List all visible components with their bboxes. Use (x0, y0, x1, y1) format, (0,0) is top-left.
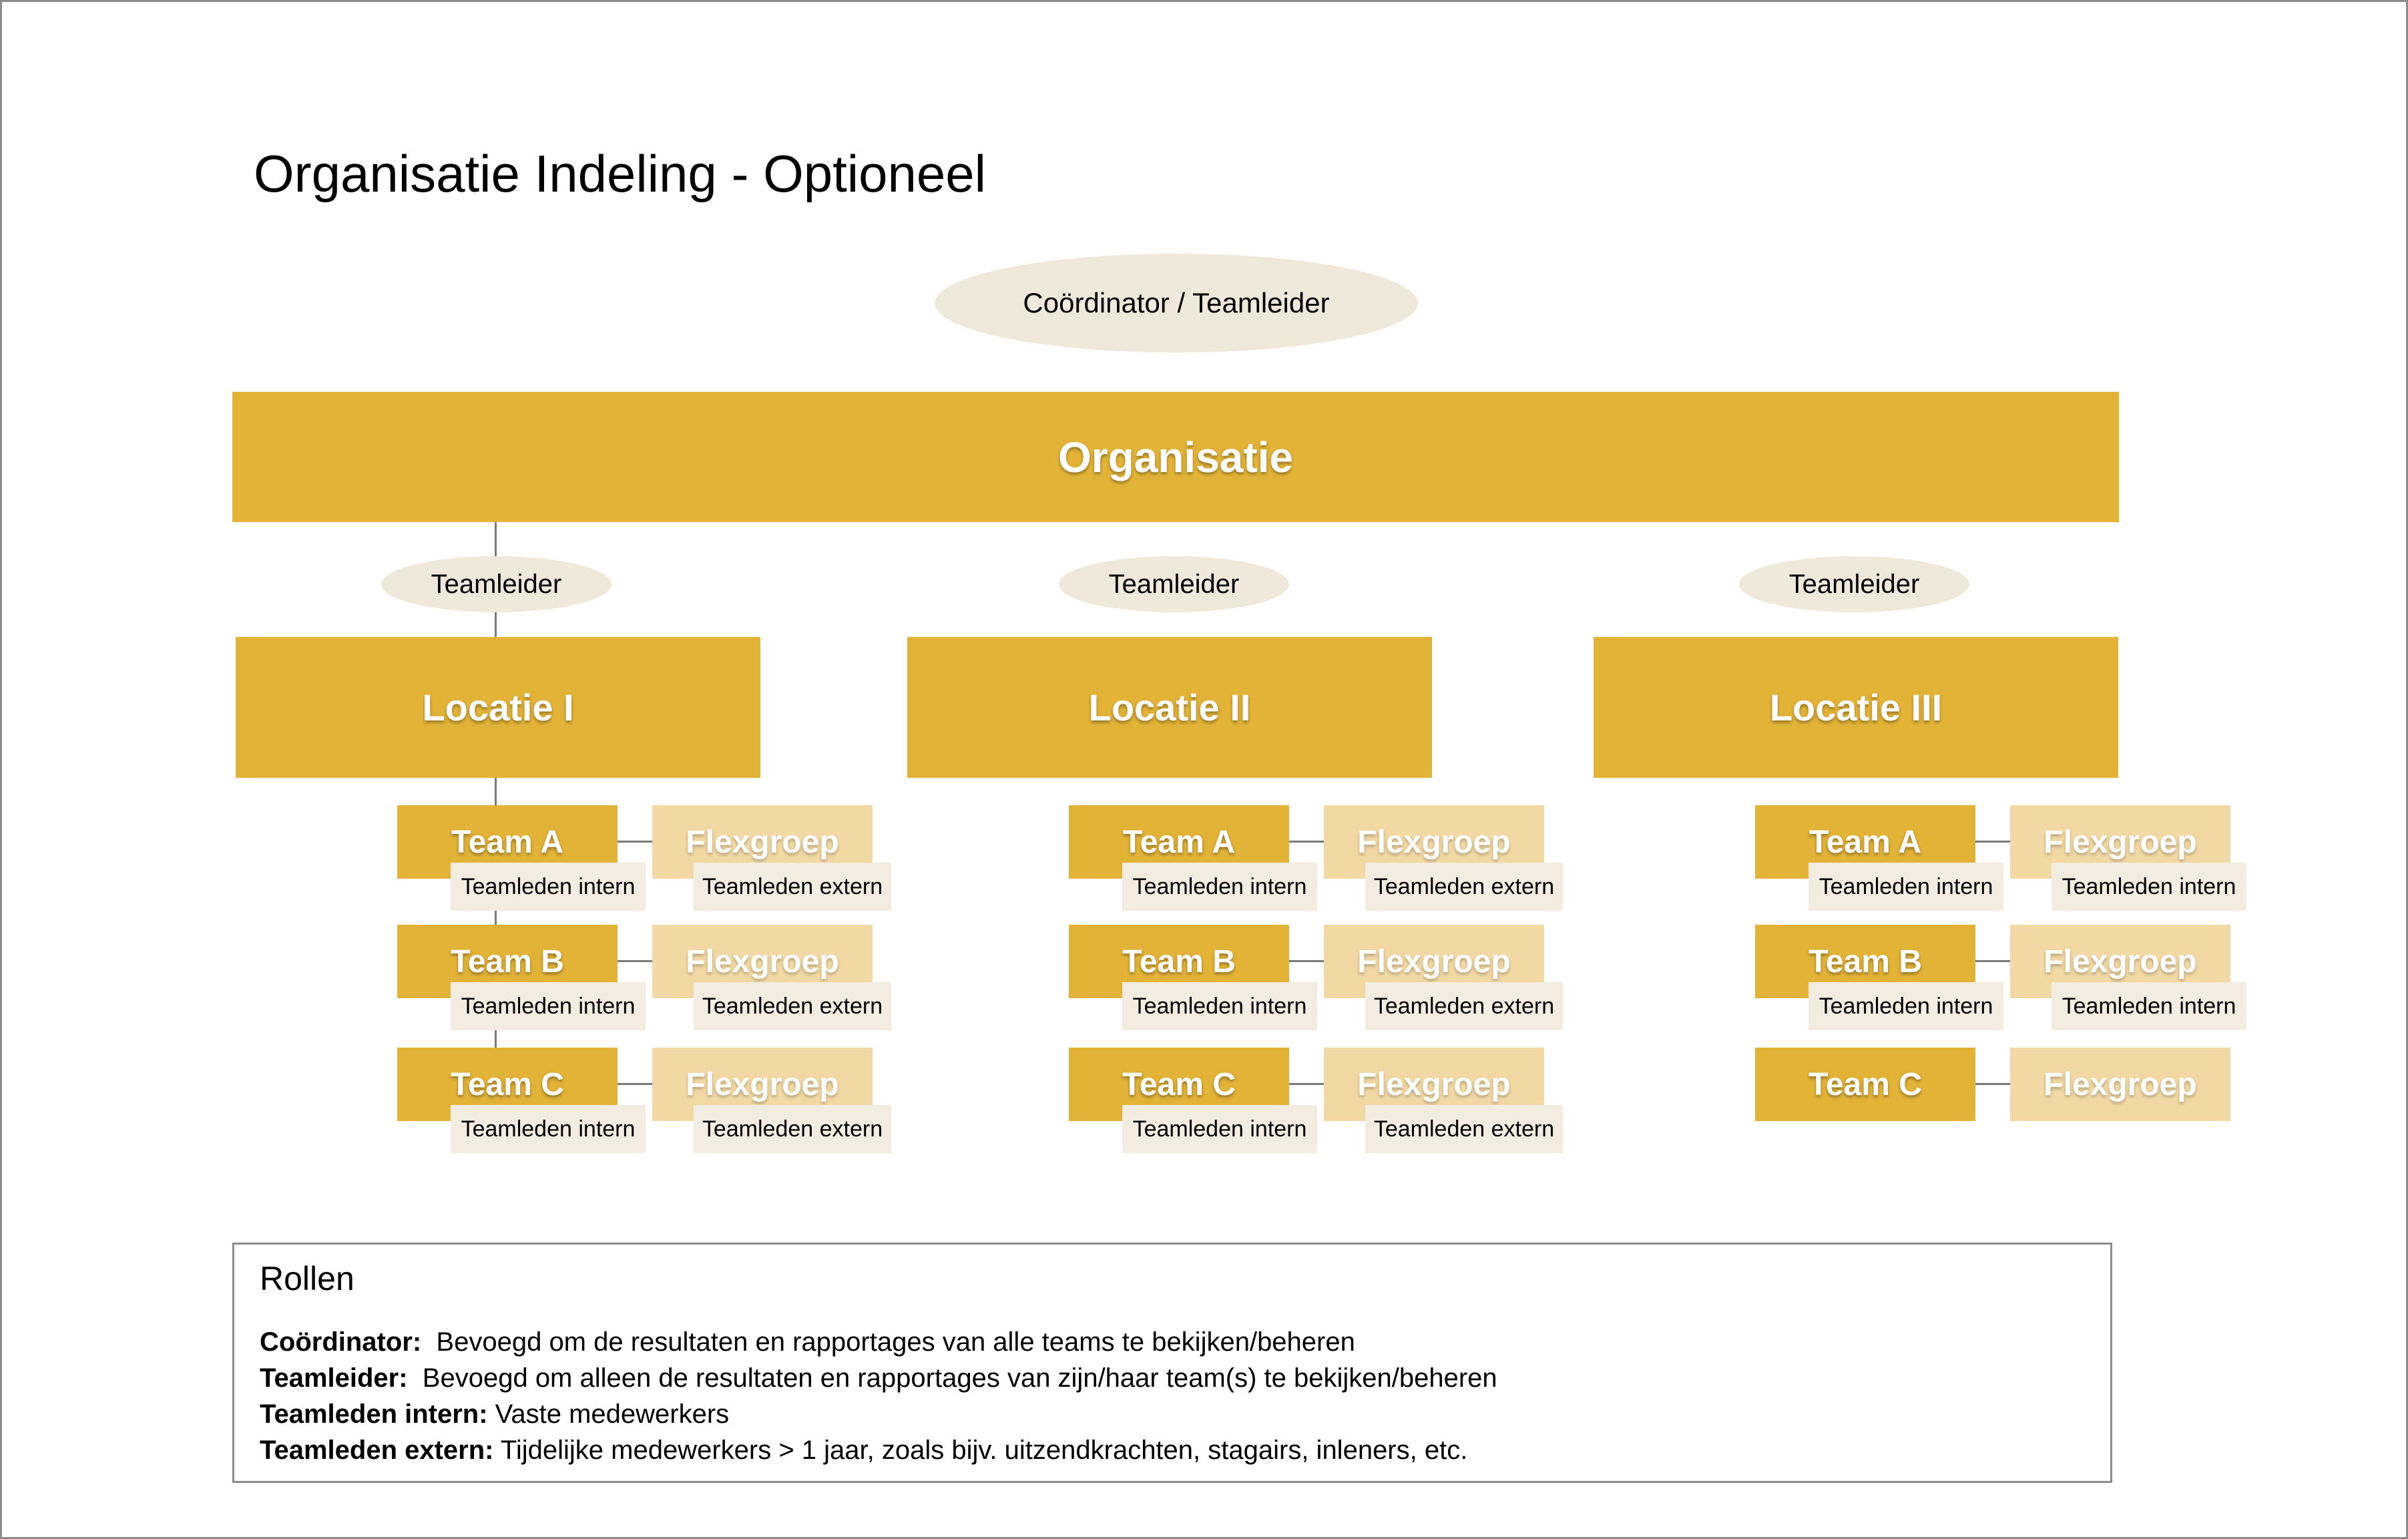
teamleider-ellipse-2 (1059, 556, 1289, 612)
connector-line (1289, 960, 1324, 962)
teamleider-label: Teamleider (431, 569, 562, 599)
team-label: Team A (1122, 824, 1236, 860)
legend-desc: Vaste medewerkers (487, 1399, 730, 1429)
connector-line (1289, 841, 1324, 843)
loc1-team-a-extern-tag (694, 863, 891, 911)
flexgroep-label: Flexgroep (686, 824, 839, 860)
team-label: Team C (451, 1066, 564, 1102)
teamleider-label: Teamleider (1788, 569, 1920, 599)
connector-line (1289, 1083, 1324, 1085)
loc1-team-b-intern-tag (451, 982, 646, 1030)
locatie-label: Locatie III (1769, 686, 1943, 728)
locatie-1-box (236, 637, 760, 778)
loc1-team-b-extern-tag (694, 982, 891, 1030)
tag-label: Teamleden extern (1373, 1116, 1555, 1142)
teamleider-ellipse-1 (381, 556, 612, 612)
legend-title: Rollen (260, 1260, 354, 1297)
coordinator-label: Coördinator / Teamleider (1023, 287, 1330, 318)
tag-label: Teamleden intern (2062, 993, 2236, 1019)
roles-legend (232, 1243, 2112, 1483)
team-label: Team C (1122, 1066, 1236, 1102)
tag-label: Teamleden extern (702, 993, 883, 1019)
connector-line (1975, 1083, 2010, 1085)
connector-line (1975, 960, 2010, 962)
team-label: Team B (451, 943, 564, 979)
tag-label: Teamleden intern (1819, 993, 1993, 1019)
tag-label: Teamleden intern (461, 1116, 636, 1142)
loc1-team-c-extern-tag (694, 1105, 891, 1153)
loc3-team-a-extern-tag (2052, 863, 2246, 911)
loc2-team-a-intern-tag (1122, 863, 1317, 911)
connector-line (495, 610, 497, 637)
loc2-team-b-extern-tag (1365, 982, 1563, 1030)
locatie-3-box (1594, 637, 2118, 778)
loc3-team-a-intern-tag (1809, 863, 2003, 911)
team-label: Team B (1122, 943, 1236, 979)
flexgroep-label: Flexgroep (686, 943, 839, 979)
loc2-team-c-intern-tag (1122, 1105, 1317, 1153)
legend-term: Teamleden intern: (260, 1399, 488, 1429)
legend-desc: Tijdelijke medewerkers > 1 jaar, zoals bijv. uitzendkrachten, stagairs, inleners, etc. (493, 1436, 1468, 1465)
flexgroep-label: Flexgroep (1357, 943, 1511, 979)
loc3-team-b-intern-tag (1809, 982, 2003, 1030)
loc3-team-b-extern-tag (2052, 982, 2246, 1030)
tag-label: Teamleden intern (1132, 1116, 1307, 1142)
team-label: Team A (451, 824, 564, 860)
tag-label: Teamleden extern (1373, 873, 1555, 899)
connector-line (1975, 841, 2010, 843)
tag-label: Teamleden extern (702, 873, 883, 899)
loc2-team-a-extern-tag (1365, 863, 1563, 911)
page-title: Organisatie Indeling - Optioneel (254, 144, 986, 203)
team-label: Team B (1809, 943, 1922, 979)
flexgroep-label: Flexgroep (2043, 943, 2197, 979)
legend-term: Coördinator: (260, 1327, 422, 1357)
tag-label: Teamleden extern (702, 1116, 883, 1142)
tag-label: Teamleden intern (461, 873, 636, 899)
legend-desc: Bevoegd om de resultaten en rapportages van alle teams te bekijken/beheren (421, 1327, 1355, 1357)
locatie-label: Locatie II (1088, 686, 1251, 728)
tag-label: Teamleden intern (1132, 873, 1307, 899)
connector-line (618, 960, 652, 962)
coordinator-ellipse (935, 254, 1418, 353)
tag-label: Teamleden extern (1373, 993, 1555, 1019)
teamleider-label: Teamleider (1108, 569, 1240, 599)
legend-term: Teamleden extern: (260, 1436, 494, 1465)
flexgroep-label: Flexgroep (2043, 1066, 2197, 1102)
legend-row-extern (260, 1436, 1467, 1466)
legend-row-teamleider (260, 1363, 1497, 1393)
flexgroep-label: Flexgroep (1357, 824, 1511, 860)
loc3-team-c-box (1755, 1048, 1975, 1121)
connector-line (618, 1083, 652, 1085)
loc1-team-a-intern-tag (451, 863, 646, 911)
tag-label: Teamleden intern (1132, 993, 1307, 1019)
tag-label: Teamleden intern (2062, 873, 2236, 899)
team-label: Team A (1809, 824, 1922, 860)
legend-row-intern (260, 1399, 729, 1430)
tag-label: Teamleden intern (1819, 873, 1993, 899)
legend-desc: Bevoegd om alleen de resultaten en rapportages van zijn/haar team(s) te bekijken/beheren (407, 1363, 1497, 1393)
loc2-team-b-intern-tag (1122, 982, 1317, 1030)
team-label: Team C (1809, 1066, 1922, 1102)
locatie-label: Locatie I (422, 686, 574, 728)
locatie-2-box (907, 637, 1432, 778)
organisatie-label: Organisatie (1057, 433, 1294, 481)
tag-label: Teamleden intern (461, 993, 636, 1019)
loc1-team-c-intern-tag (451, 1105, 646, 1153)
loc3-team-c-flexgroep-box (2010, 1048, 2230, 1121)
connector-line (618, 841, 652, 843)
legend-term: Teamleider: (260, 1363, 408, 1393)
teamleider-ellipse-3 (1739, 556, 1969, 612)
legend-row-coordinator (260, 1327, 1355, 1357)
loc2-team-c-extern-tag (1365, 1105, 1563, 1153)
flexgroep-label: Flexgroep (686, 1066, 839, 1102)
organisatie-box (232, 392, 2119, 522)
flexgroep-label: Flexgroep (1357, 1066, 1511, 1102)
flexgroep-label: Flexgroep (2043, 824, 2197, 860)
